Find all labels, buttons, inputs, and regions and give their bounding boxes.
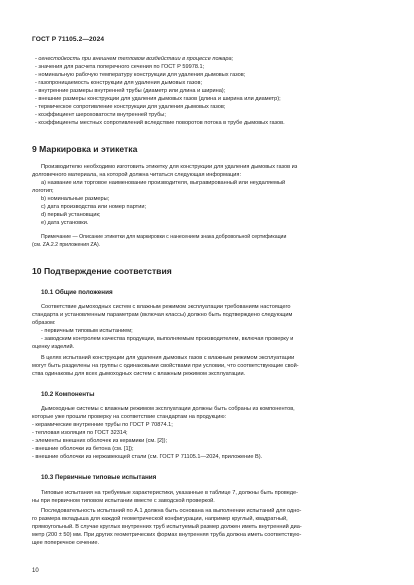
list-item: - газопроницаемость конструкции для удаления дымовых газов; <box>35 80 202 86</box>
paragraph-line: Типовые испытания на требуемые характеристики, указанные в таблице 7, должны быть проведе- <box>41 490 299 496</box>
note-line: Примечание — Описание этикетки для маркировки с нанесением знака добровольной сертификации <box>41 234 287 240</box>
list-item: - внешние размеры конструкции для удаления дымовых газов (длина и ширина или диаметр); <box>35 96 281 102</box>
paragraph-line: ства одинаковы для всех дымоходных систем с влажным режимом эксплуатации. <box>32 371 246 377</box>
list-item: - термическое сопротивление конструкции для удаления дымовых газов; <box>35 104 226 110</box>
list-item: c) дата производства или номер партии; <box>41 204 147 210</box>
paragraph-line: могут быть разделены на группы с одинаковыми свойствами при условии, что соответствующие свой- <box>32 363 299 369</box>
paragraph-line: В целях испытаний конструкции для удаления дымовых газов с влажным режимом эксплуатации <box>41 355 295 361</box>
list-item: - коэффициент шероховатости внутренней трубы; <box>35 112 166 118</box>
list-item: - значения для расчета поперечного сечения по ГОСТ Р 59978.1; <box>35 64 205 70</box>
document-header: ГОСТ Р 71105.2—2024 <box>32 36 105 43</box>
list-item: логотип; <box>32 188 54 194</box>
list-item: - огнестойкость при внешнем тепловом воздействии в процессе пожара; <box>35 56 234 62</box>
paragraph-line: Последовательность испытаний по А.1 должна быть основана на выполнении испытаний для одно- <box>41 508 302 514</box>
section-heading: 9 Маркировка и этикетка <box>32 144 138 154</box>
paragraph-line: Производителю необходимо изготовить этикетку для конструкции для удаления дымовых газов из <box>41 164 298 170</box>
paragraph-line: Дымоходные системы с влажным режимом эксплуатации должны быть собраны из компонентов, <box>41 406 295 412</box>
paragraph-line: Соответствие дымоходных систем с влажным режимом эксплуатации требованиям настоящего <box>41 304 291 310</box>
paragraph-line: которые уже прошли проверку на соответствие стандартам на продукцию: <box>32 414 227 420</box>
list-item: e) дата установки. <box>41 220 89 226</box>
list-item: - керамические внутренние трубы по ГОСТ Р 70874.1; <box>32 422 173 428</box>
list-item: b) номинальные размеры; <box>41 196 110 202</box>
list-item: а) название или торговое наименование производителя, выгравированный или неудаляемый <box>41 180 286 186</box>
subsection-heading: 10.3 Первичные типовые испытания <box>41 474 157 481</box>
list-item: - тепловая изоляция по ГОСТ 32314; <box>32 430 128 436</box>
paragraph-line: прямоугольный. В случае круглых внутренних труб испытуемый размер должен иметь внутренний диа- <box>32 524 302 530</box>
list-item: - коэффициенты местных сопротивлений вследствие поворотов потока в трубе дымовых газов. <box>35 120 285 126</box>
list-item: - первичным типовым испытанием; <box>41 328 133 334</box>
list-item: оценку изделий. <box>32 344 75 350</box>
list-item: - заводским контролем качества продукции, выполняемым производителем, включая проверку и <box>41 336 294 342</box>
section-heading: 10 Подтверждение соответствия <box>32 266 172 276</box>
list-item: - внутренние размеры внутренней трубы (диаметр или длина и ширина); <box>35 88 226 94</box>
paragraph-line: щее поперечное сечение. <box>32 540 100 546</box>
paragraph-line: ны при первичном типовом испытании вместе с заводской проверкой. <box>32 498 215 504</box>
subsection-heading: 10.1 Общие положения <box>41 289 113 296</box>
note-line: (см. ZA.2.2 приложения ZA). <box>32 242 101 248</box>
paragraph-line: го размера вкладыша для каждой геометрической конфигурации, например круглый, квадратный, <box>32 516 288 522</box>
list-item: - номинальную рабочую температуру конструкции для удаления дымовых газов; <box>35 72 246 78</box>
list-item: d) первый установщик; <box>41 212 101 218</box>
paragraph-line: долговечного материала, на которой должна читаться следующая информация: <box>32 172 242 178</box>
list-item: - внешние оболочки из нержавеющей стали (см. ГОСТ Р 71105.1—2024, приложение В). <box>32 454 263 460</box>
list-item: - элементы внешних оболочек из керамики (см. [2]); <box>32 438 168 444</box>
paragraph-line: метр (200 ± 50) мм. При других геометрических формах внутренняя труба должна иметь соответствую- <box>32 532 302 538</box>
paragraph-line: стандарта и установленным параметрам (включая классы) должно быть подтверждено следующим <box>32 312 293 318</box>
page-number: 10 <box>32 568 39 574</box>
paragraph-line: образом: <box>32 320 56 326</box>
list-item: - внешние оболочки из бетона (см. [1]); <box>32 446 134 452</box>
subsection-heading: 10.2 Компоненты <box>41 391 95 398</box>
